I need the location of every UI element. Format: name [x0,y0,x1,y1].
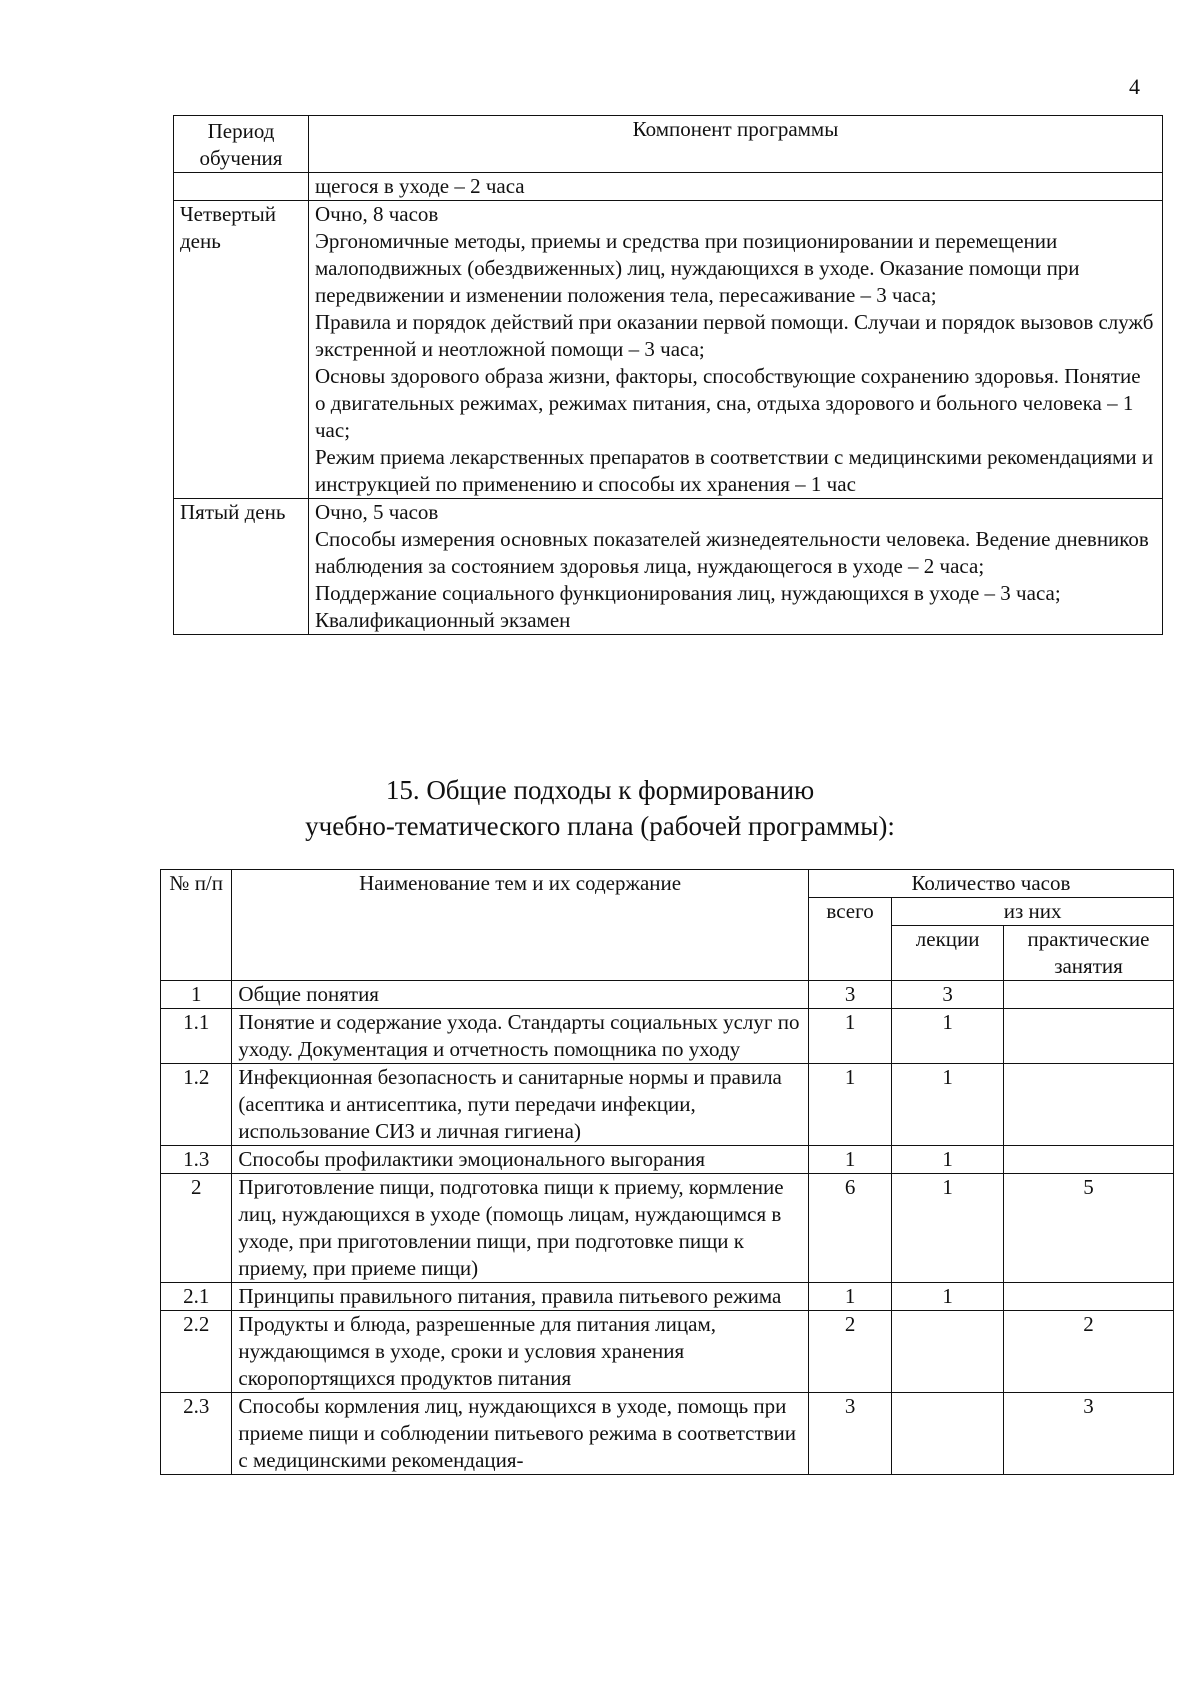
period-header: Период обучения [174,116,309,173]
component-line: Эргономичные методы, приемы и средства при позиционировании и перемещении малоподвижных (обездвиженных) лиц, нуждающихся в уходе. Оказание помощи при передвижении и изменении положения тела, пересаживание – 3 часа; [315,229,1080,307]
hours-total: 1 [808,1146,891,1174]
topic-name: Способы кормления лиц, нуждающихся в уходе, помощь при приеме пищи и соблюдении питьевого режима в соответствии с медицинскими рекомендация- [232,1393,808,1475]
component-cell [309,201,1163,499]
component-line: Основы здорового образа жизни, факторы, способствующие сохранению здоровья. Понятие о двигательных режимах, режимах питания, сна, отдыха здорового и больного человека – 1 час; [315,364,1141,442]
table-row [161,1009,1174,1064]
hours-lectures: 1 [892,1174,1004,1283]
practice-header: практические занятия [1003,926,1173,981]
component-header: Компонент программы [309,116,1163,173]
section-title-line: 15. Общие подходы к формированию [385,775,815,805]
hours-practice [1003,1009,1173,1064]
topic-name: Продукты и блюда, разрешенные для питания лицам, нуждающимся в уходе, сроки и условия хранения скоропортящихся продуктов питания [232,1311,808,1393]
hours-lectures: 1 [892,1064,1004,1146]
continuation-text: щегося в уходе – 2 часа [309,173,1163,201]
component-line: Правила и порядок действий при оказании первой помощи. Случаи и порядок вызовов служб экстренной и неотложной помощи – 3 часа; [315,310,1154,361]
hours-lectures: 1 [892,1009,1004,1064]
period-cell: Четвертый день [174,201,309,499]
component-line: Способы измерения основных показателей жизнедеятельности человека. Ведение дневников наблюдения за состоянием здоровья лица, нуждающегося в уходе – 2 часа; [315,527,1149,578]
period-cell: Пятый день [174,499,309,635]
table-row [161,981,1174,1009]
component-line: Поддержание социального функционирования лиц, нуждающихся в уходе – 3 часа; [315,581,1061,605]
curriculum-body [161,981,1174,1475]
hours-practice: 5 [1003,1174,1173,1283]
page-number: 4 [1129,74,1140,99]
hours-lectures [892,1393,1004,1475]
period-cell-empty [174,173,309,201]
topic-name: Способы профилактики эмоционального выгорания [232,1146,808,1174]
hours-practice: 2 [1003,1311,1173,1393]
row-number: 1.1 [161,1009,232,1064]
table-row [161,1283,1174,1311]
hours-header: Количество часов [808,870,1173,898]
table-row [161,1146,1174,1174]
hours-total: 1 [808,1064,891,1146]
hours-practice [1003,981,1173,1009]
curriculum-header-row [161,870,1174,898]
curriculum-table [160,869,1174,1475]
hours-lectures: 3 [892,981,1004,1009]
hours-total: 3 [808,1393,891,1475]
component-line: Очно, 5 часов [315,500,439,524]
schedule-header-row [174,116,1163,173]
name-header: Наименование тем и их содержание [232,870,808,981]
hours-total: 1 [808,1283,891,1311]
row-number: 2.1 [161,1283,232,1311]
hours-total: 6 [808,1174,891,1283]
component-cell [309,499,1163,635]
num-header: № п/п [161,870,232,981]
hours-total: 3 [808,981,891,1009]
table-row [161,1311,1174,1393]
row-number: 1.2 [161,1064,232,1146]
hours-lectures: 1 [892,1283,1004,1311]
row-number: 2.3 [161,1393,232,1475]
component-line: Очно, 8 часов [315,202,439,226]
topic-name: Приготовление пищи, подготовка пищи к приему, кормление лиц, нуждающихся в уходе (помощь лицам, нуждающимся в уходе, при приготовлении пищи, при подготовке пищи к приему, при приеме пищи) [232,1174,808,1283]
row-number: 2.2 [161,1311,232,1393]
hours-practice [1003,1064,1173,1146]
component-line: Режим приема лекарственных препаратов в соответствии с медицинскими рекомендациями и инструкцией по применению и способы их хранения – 1 час [315,445,1154,496]
topic-name: Понятие и содержание ухода. Стандарты социальных услуг по уходу. Документация и отчетность помощника по уходу [232,1009,808,1064]
table-row [161,1393,1174,1475]
lectures-header: лекции [892,926,1004,981]
hours-lectures [892,1311,1004,1393]
section-title-line: учебно-тематического плана (рабочей программы): [305,811,895,841]
schedule-day-row [174,201,1163,499]
hours-total: 1 [808,1009,891,1064]
topic-name: Принципы правильного питания, правила питьевого режима [232,1283,808,1311]
row-number: 2 [161,1174,232,1283]
schedule-day-row [174,499,1163,635]
schedule-table [173,115,1163,635]
table-row [161,1064,1174,1146]
hours-practice [1003,1146,1173,1174]
topic-name: Инфекционная безопасность и санитарные нормы и правила (асептика и антисептика, пути передачи инфекции, использование СИЗ и личная гигиена) [232,1064,808,1146]
hours-total: 2 [808,1311,891,1393]
total-header: всего [808,898,891,981]
topic-name: Общие понятия [232,981,808,1009]
table-row [161,1174,1174,1283]
of-which-header: из них [892,898,1174,926]
row-number: 1 [161,981,232,1009]
section-title [0,772,1200,844]
component-line: Квалификационный экзамен [315,608,571,632]
row-number: 1.3 [161,1146,232,1174]
hours-lectures: 1 [892,1146,1004,1174]
hours-practice: 3 [1003,1393,1173,1475]
hours-practice [1003,1283,1173,1311]
schedule-continuation-row [174,173,1163,201]
